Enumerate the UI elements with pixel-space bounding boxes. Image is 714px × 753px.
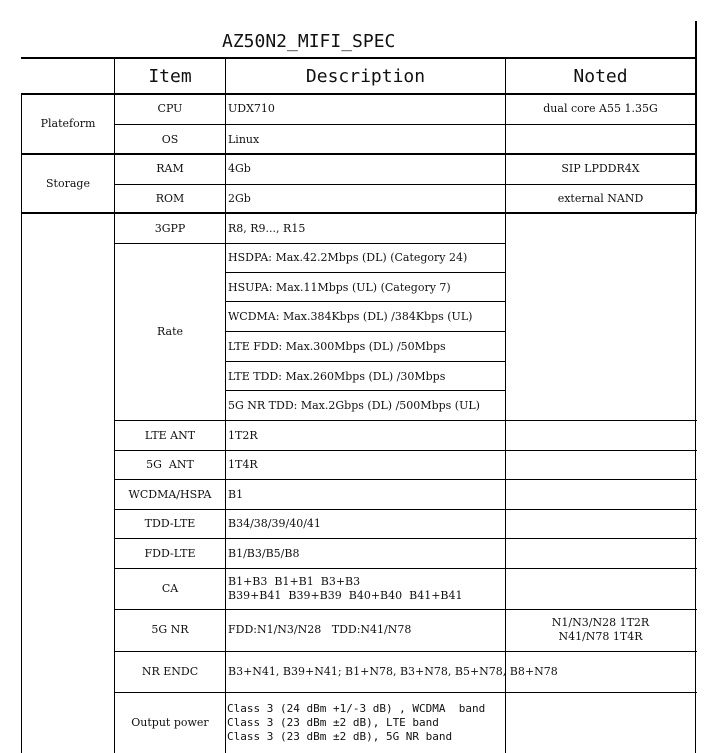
group-plateform: Plateform [40,117,96,130]
desc-tdd-lte: B34/38/39/40/41 [228,517,321,530]
desc-3gpp: R8, R9..., R15 [228,222,306,235]
header-item: Item [148,66,192,87]
item-3gpp: 3GPP [154,222,186,235]
rate-line: HSDPA: Max.42.2Mbps (DL) (Category 24) [228,251,468,264]
desc-lte-ant: 1T2R [228,429,258,442]
header-noted: Noted [573,66,628,87]
item-os: OS [161,133,179,146]
header-description: Description [305,66,426,87]
desc-5g-nr: FDD:N1/N3/N28 TDD:N41/N78 [228,623,412,636]
noted-5g-nr: N1/N3/N28 1T2R [551,616,650,629]
rate-line: LTE TDD: Max.260Mbps (DL) /30Mbps [228,370,446,383]
rate-line: 5G NR TDD: Max.2Gbps (DL) /500Mbps (UL) [228,399,480,412]
noted-cpu: dual core A55 1.35G [543,102,658,115]
desc-os: Linux [228,133,260,146]
item-nr-endc: NR ENDC [141,665,199,678]
item-cpu: CPU [157,102,183,115]
document-title: AZ50N2_MIFI_SPEC [222,31,396,52]
item-5g-ant: 5G ANT [146,458,194,471]
desc-nr-endc: B3+N41, B39+N41; B1+N78, B3+N78, B5+N78, B8+N78 [228,665,558,678]
noted-5g-nr: N41/N78 1T4R [558,630,643,643]
group-storage: Storage [46,177,90,190]
rate-line: WCDMA: Max.384Kbps (DL) /384Kbps (UL) [228,310,473,323]
desc-wcdma-hspa: B1 [228,488,244,501]
power-line: Class 3 (23 dBm ±2 dB), 5G NR band [227,730,453,743]
item-rate: Rate [156,325,184,338]
item-ca: CA [161,582,179,595]
item-wcdma-hspa: WCDMA/HSPA [128,488,212,501]
power-line: Class 3 (24 dBm +1/-3 dB) , WCDMA band [227,702,486,715]
desc-ram: 4Gb [228,162,251,175]
noted-rom: external NAND [557,192,644,205]
item-fdd-lte: FDD-LTE [144,547,196,560]
desc-cpu: UDX710 [228,102,275,115]
item-5g-nr: 5G NR [151,623,189,636]
power-line: Class 3 (23 dBm ±2 dB), LTE band [227,716,439,729]
rate-line: LTE FDD: Max.300Mbps (DL) /50Mbps [228,340,446,353]
desc-fdd-lte: B1/B3/B5/B8 [228,547,300,560]
item-rom: ROM [155,192,185,205]
item-tdd-lte: TDD-LTE [144,517,196,530]
ca-line: B1+B3 B1+B1 B3+B3 [228,575,361,588]
item-output-power: Output power [131,716,209,729]
desc-5g-ant: 1T4R [228,458,258,471]
item-ram: RAM [156,162,184,175]
noted-ram: SIP LPDDR4X [561,162,640,175]
rate-line: HSUPA: Max.11Mbps (UL) (Category 7) [228,281,451,294]
desc-rom: 2Gb [228,192,251,205]
item-lte-ant: LTE ANT [144,429,196,442]
ca-line: B39+B41 B39+B39 B40+B40 B41+B41 [228,589,463,602]
